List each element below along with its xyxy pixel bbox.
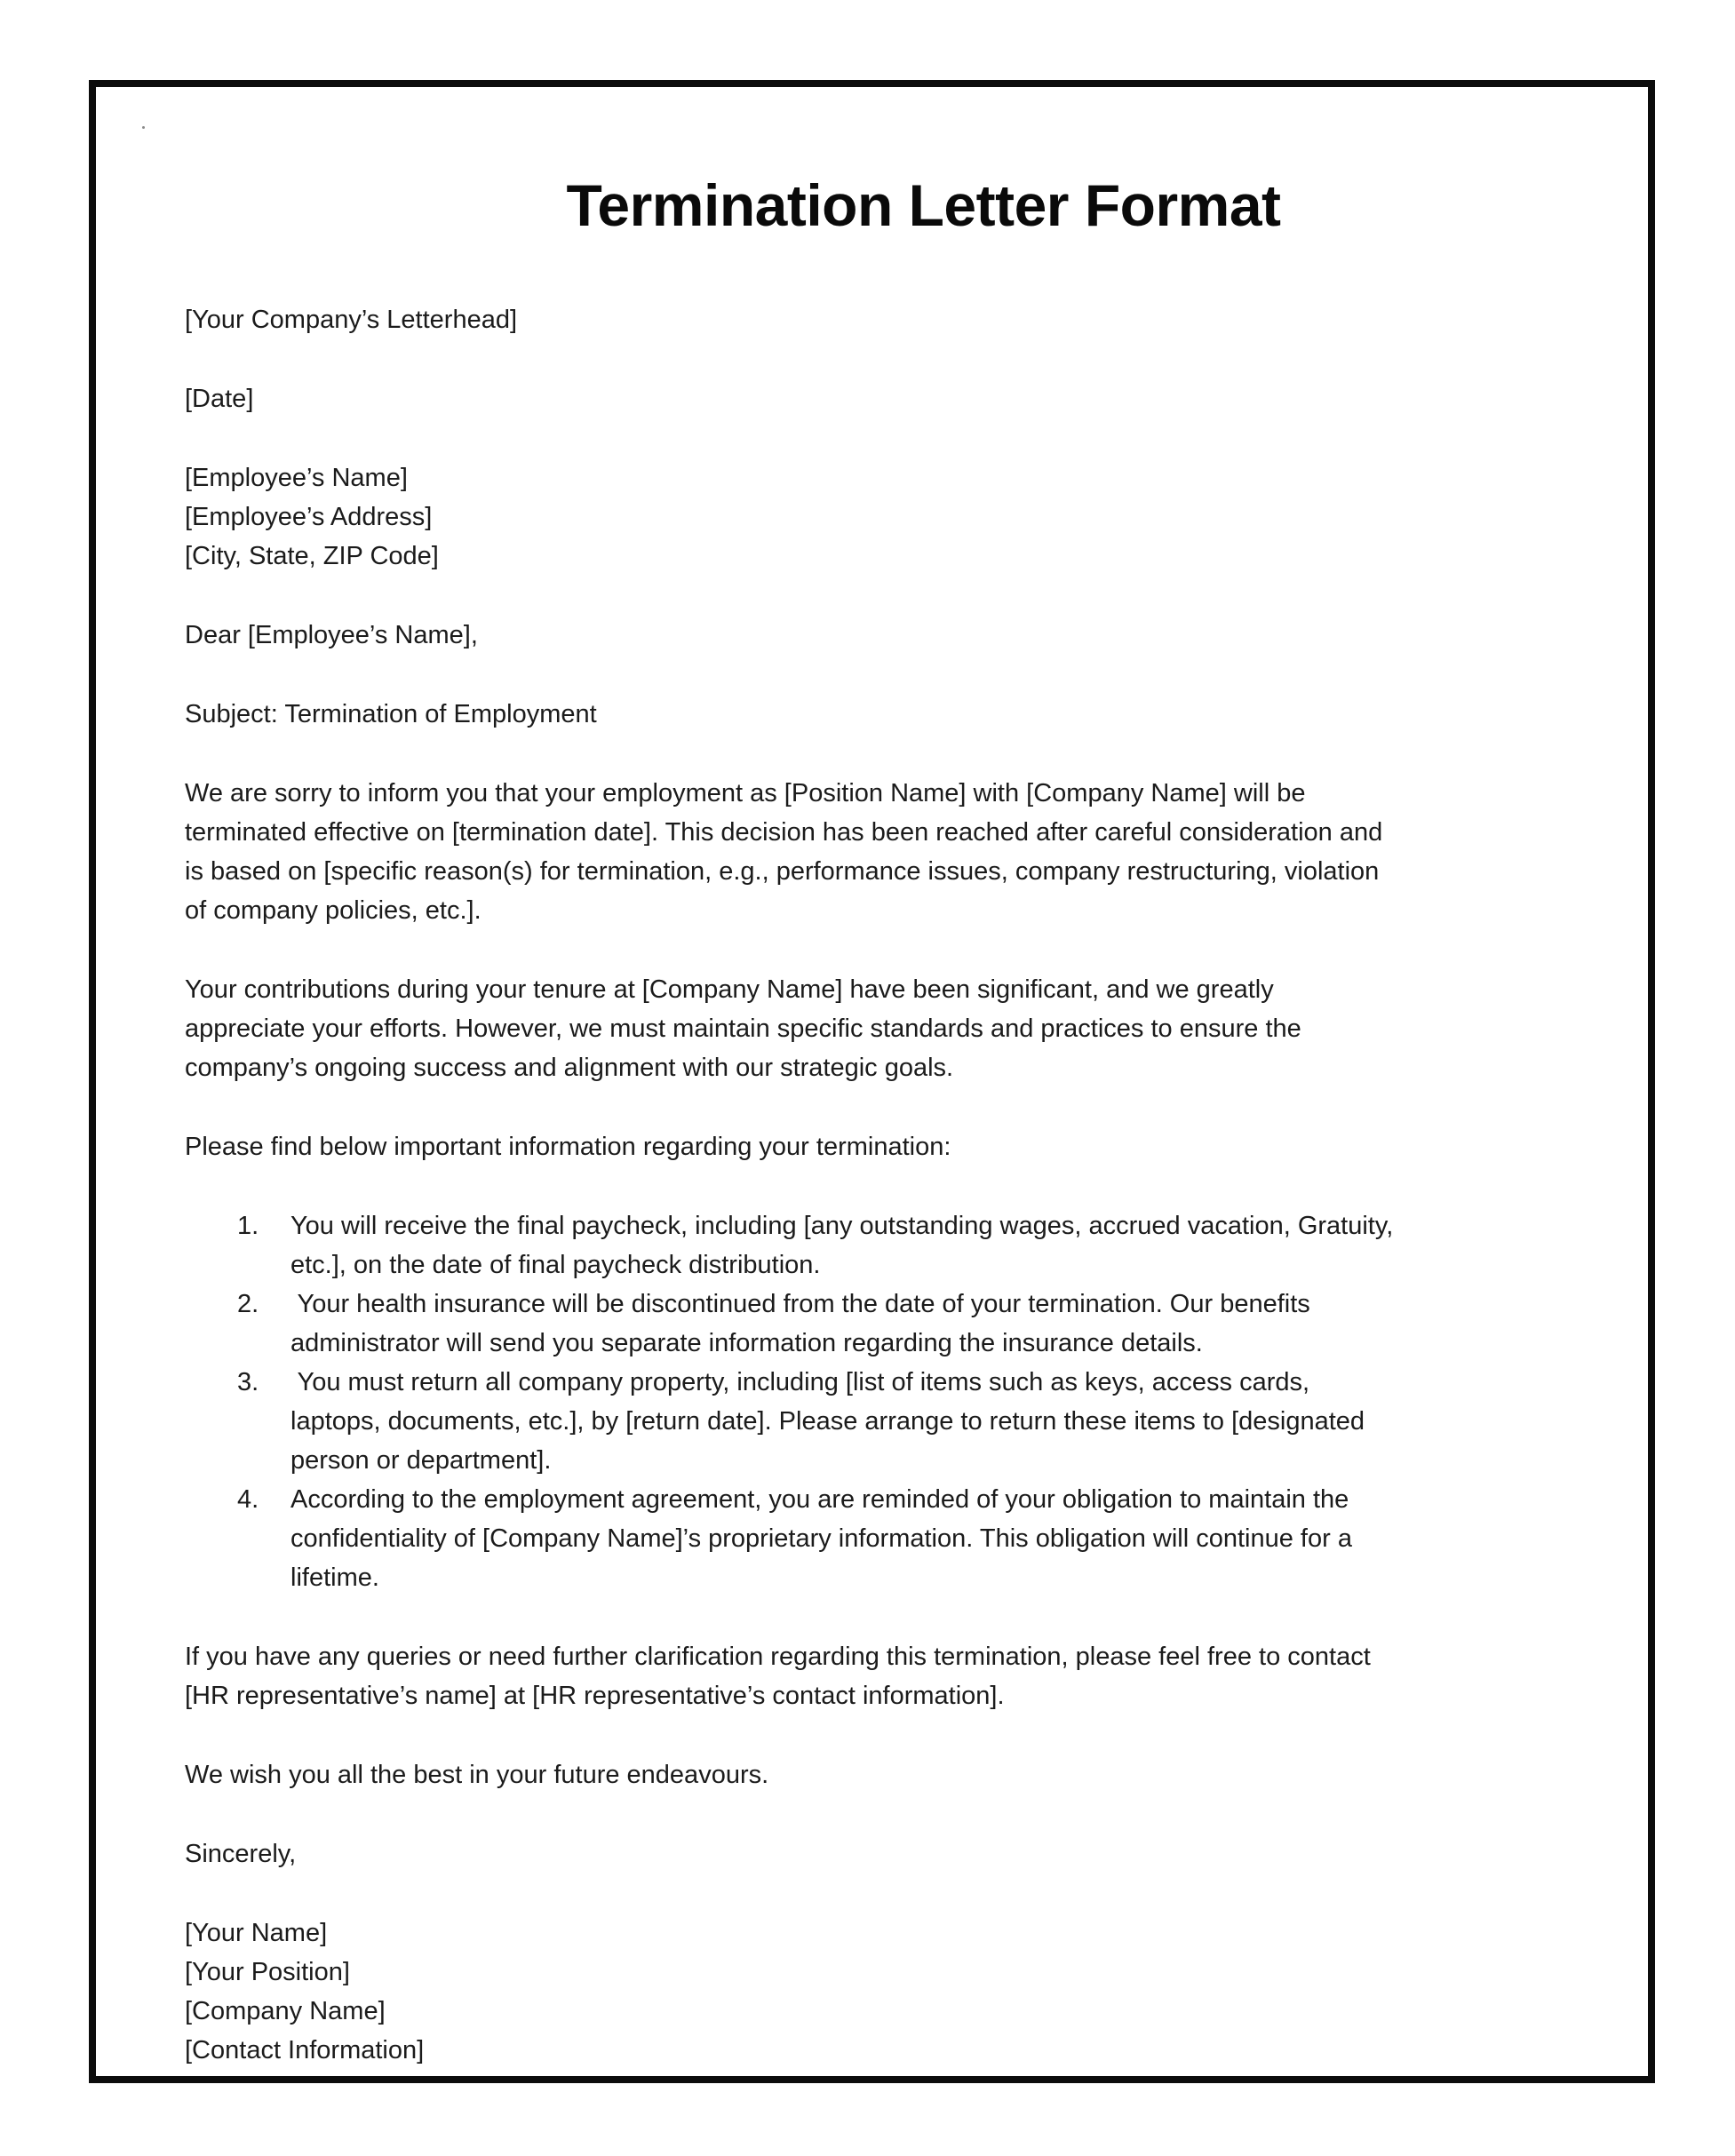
letterhead-line: [Your Company’s Letterhead] — [185, 306, 518, 334]
signature-block — [185, 1913, 1612, 2070]
list-item — [185, 1206, 1612, 1285]
paragraph-line: If you have any queries or need further clarification regarding this termination, please feel free to contact — [185, 1643, 1371, 1671]
signature-company-line: [Company Name] — [185, 1997, 386, 2025]
signature-position-line: [Your Position] — [185, 1958, 350, 1986]
recipient-address-line: [Employee’s Address] — [185, 503, 433, 531]
list-item-line: lifetime. — [290, 1563, 379, 1592]
paragraph-line: We are sorry to inform you that your employment as [Position Name] with [Company Name] will be — [185, 779, 1306, 808]
list-item-line: According to the employment agreement, you are reminded of your obligation to maintain the — [290, 1485, 1349, 1514]
list-item-line: etc.], on the date of final paycheck distribution. — [290, 1251, 821, 1279]
paragraph-line: company’s ongoing success and alignment with our strategic goals. — [185, 1054, 954, 1082]
list-item-number: 2. — [237, 1290, 259, 1318]
list-item-line: You will receive the final paycheck, including [any outstanding wages, accrued vacation, Gratuity, — [290, 1212, 1394, 1240]
date-line: [Date] — [185, 385, 254, 413]
list-item-number: 3. — [237, 1368, 259, 1396]
recipient-city-line: [City, State, ZIP Code] — [185, 542, 439, 570]
letter-border-frame — [89, 80, 1655, 2083]
list-item-line: You must return all company property, including [list of items such as keys, access cards, — [290, 1368, 1310, 1396]
list-item-number: 1. — [237, 1212, 259, 1240]
termination-info-list — [185, 1206, 1612, 1597]
recipient-block — [185, 458, 1612, 576]
list-intro-line: Please find below important information regarding your termination: — [185, 1133, 951, 1161]
subject-line: Subject: Termination of Employment — [185, 700, 597, 728]
queries-paragraph — [185, 1637, 1612, 1715]
paragraph-line: [HR representative’s name] at [HR representative’s contact information]. — [185, 1682, 1005, 1710]
list-item-line: confidentiality of [Company Name]’s proprietary information. This obligation will continue for a — [290, 1524, 1352, 1553]
signature-name-line: [Your Name] — [185, 1919, 328, 1947]
list-item — [185, 1285, 1612, 1363]
recipient-name-line: [Employee’s Name] — [185, 464, 408, 492]
list-item — [185, 1363, 1612, 1480]
paragraph-line: of company policies, etc.]. — [185, 896, 482, 925]
page-title: Termination Letter Format — [566, 172, 1281, 238]
list-item-number: 4. — [237, 1485, 259, 1514]
list-item-line: Your health insurance will be discontinued from the date of your termination. Our benefits — [290, 1290, 1310, 1318]
salutation-line: Dear [Employee’s Name], — [185, 621, 478, 649]
letter-body — [96, 87, 1648, 2076]
list-item-line: person or department]. — [290, 1446, 552, 1475]
closing-line: Sincerely, — [185, 1840, 297, 1868]
termination-paragraph — [185, 774, 1612, 930]
list-item-line: laptops, documents, etc.], by [return date]. Please arrange to return these items to [designated — [290, 1407, 1365, 1436]
paragraph-line: terminated effective on [termination date]. This decision has been reached after careful consideration and — [185, 818, 1383, 847]
paragraph-line: Your contributions during your tenure at [Company Name] have been significant, and we greatly — [185, 975, 1274, 1004]
paragraph-line: is based on [specific reason(s) for termination, e.g., performance issues, company restructuring, violation — [185, 857, 1380, 886]
contributions-paragraph — [185, 970, 1612, 1087]
signature-contact-line: [Contact Information] — [185, 2036, 425, 2065]
list-item-line: administrator will send you separate information regarding the insurance details. — [290, 1329, 1203, 1357]
list-item — [185, 1480, 1612, 1597]
well-wishes-line: We wish you all the best in your future endeavours. — [185, 1761, 769, 1789]
paragraph-line: appreciate your efforts. However, we must maintain specific standards and practices to ensure the — [185, 1014, 1301, 1043]
